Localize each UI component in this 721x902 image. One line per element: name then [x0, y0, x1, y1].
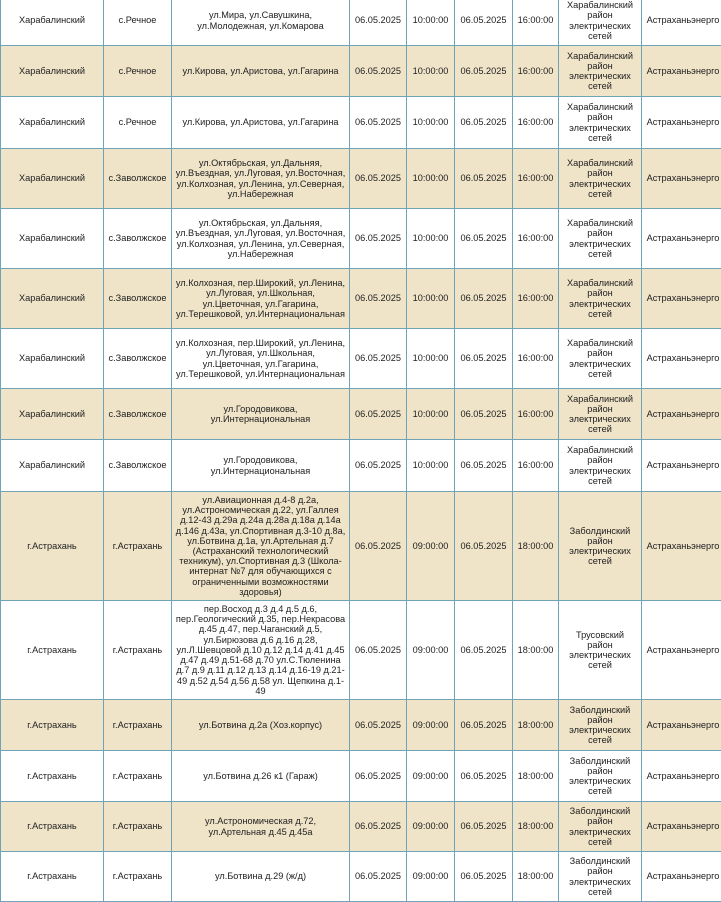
- streets-cell: ул.Кирова, ул.Аристова, ул.Гагарина: [172, 46, 350, 97]
- start-date-cell: 06.05.2025: [350, 209, 407, 269]
- start-date-cell: 06.05.2025: [350, 0, 407, 46]
- company-cell: Астраханьэнерго: [642, 97, 721, 149]
- streets-cell: ул.Октябрьская, ул.Дальняя, ул.Въездная, ул.Луговая, ул.Восточная, ул.Колхозная, ул.Ленина, ул.Северная, ул.Набережная: [172, 209, 350, 269]
- end-date-cell: 06.05.2025: [455, 440, 513, 492]
- end-time-cell: 16:00:00: [513, 389, 559, 440]
- end-time-cell: 16:00:00: [513, 0, 559, 46]
- table-row: [1, 751, 721, 802]
- end-date-cell: 06.05.2025: [455, 329, 513, 389]
- settlement-cell: с.Заволжское: [104, 269, 172, 329]
- end-date-cell: 06.05.2025: [455, 601, 513, 700]
- district-cell: г.Астрахань: [1, 751, 104, 802]
- table-body: [1, 0, 721, 902]
- start-time-cell: 09:00:00: [407, 751, 455, 802]
- table-row: [1, 329, 721, 389]
- start-date-cell: 06.05.2025: [350, 601, 407, 700]
- district-cell: Харабалинский: [1, 0, 104, 46]
- company-cell: Астраханьэнерго: [642, 46, 721, 97]
- settlement-cell: г.Астрахань: [104, 601, 172, 700]
- table-row: [1, 0, 721, 46]
- start-time-cell: 10:00:00: [407, 97, 455, 149]
- settlement-cell: с.Заволжское: [104, 149, 172, 209]
- network-cell: Харабалинский район электрических сетей: [559, 149, 642, 209]
- start-time-cell: 09:00:00: [407, 492, 455, 601]
- end-time-cell: 16:00:00: [513, 46, 559, 97]
- start-time-cell: 09:00:00: [407, 601, 455, 700]
- end-time-cell: 16:00:00: [513, 149, 559, 209]
- streets-cell: ул.Городовикова, ул.Интернациональная: [172, 389, 350, 440]
- district-cell: г.Астрахань: [1, 601, 104, 700]
- streets-cell: ул.Астрономическая д.72, ул.Артельная д.45 д.45а: [172, 802, 350, 852]
- end-date-cell: 06.05.2025: [455, 46, 513, 97]
- start-date-cell: 06.05.2025: [350, 440, 407, 492]
- settlement-cell: г.Астрахань: [104, 492, 172, 601]
- start-time-cell: 10:00:00: [407, 329, 455, 389]
- company-cell: Астраханьэнерго: [642, 601, 721, 700]
- start-date-cell: 06.05.2025: [350, 149, 407, 209]
- end-date-cell: 06.05.2025: [455, 389, 513, 440]
- district-cell: Харабалинский: [1, 149, 104, 209]
- start-time-cell: 10:00:00: [407, 269, 455, 329]
- network-cell: Харабалинский район электрических сетей: [559, 329, 642, 389]
- district-cell: г.Астрахань: [1, 700, 104, 751]
- district-cell: Харабалинский: [1, 97, 104, 149]
- start-time-cell: 10:00:00: [407, 440, 455, 492]
- end-time-cell: 18:00:00: [513, 601, 559, 700]
- streets-cell: ул.Городовикова, ул.Интернациональная: [172, 440, 350, 492]
- streets-cell: ул.Мира, ул.Савушкина, ул.Молодежная, ул.Комарова: [172, 0, 350, 46]
- end-date-cell: 06.05.2025: [455, 852, 513, 902]
- streets-cell: ул.Авиационная д.4-8 д.2а, ул.Астрономическая д.22, ул.Галлея д.12-43 д.29а д.24а д.28а д.18а д.14а д.146 д.43а, ул.Спортивная д.3-10 д.8а, ул.Ботвина д.1а, ул.Артельная д.7 (Астраханский технологический техникум), ул.Спортивная д.3 (Школа-интернат №7 для обучающихся с ограниченными возможностями здоровья): [172, 492, 350, 601]
- settlement-cell: г.Астрахань: [104, 852, 172, 902]
- company-cell: Астраханьэнерго: [642, 209, 721, 269]
- start-date-cell: 06.05.2025: [350, 492, 407, 601]
- table-row: [1, 852, 721, 902]
- district-cell: Харабалинский: [1, 389, 104, 440]
- network-cell: Заболдинский район электрических сетей: [559, 852, 642, 902]
- network-cell: Заболдинский район электрических сетей: [559, 751, 642, 802]
- settlement-cell: с.Речное: [104, 0, 172, 46]
- end-time-cell: 16:00:00: [513, 209, 559, 269]
- table-row: [1, 389, 721, 440]
- start-date-cell: 06.05.2025: [350, 802, 407, 852]
- company-cell: Астраханьэнерго: [642, 149, 721, 209]
- company-cell: Астраханьэнерго: [642, 389, 721, 440]
- district-cell: Харабалинский: [1, 209, 104, 269]
- end-time-cell: 18:00:00: [513, 802, 559, 852]
- streets-cell: ул.Колхозная, пер.Широкий, ул.Ленина, ул.Луговая, ул.Школьная, ул.Цветочная, ул.Гагарина, ул.Терешковой, ул.Интернациональная: [172, 269, 350, 329]
- start-date-cell: 06.05.2025: [350, 852, 407, 902]
- start-date-cell: 06.05.2025: [350, 269, 407, 329]
- network-cell: Харабалинский район электрических сетей: [559, 97, 642, 149]
- table-row: [1, 46, 721, 97]
- district-cell: г.Астрахань: [1, 852, 104, 902]
- network-cell: Харабалинский район электрических сетей: [559, 46, 642, 97]
- start-date-cell: 06.05.2025: [350, 700, 407, 751]
- end-time-cell: 18:00:00: [513, 852, 559, 902]
- settlement-cell: с.Речное: [104, 97, 172, 149]
- settlement-cell: с.Заволжское: [104, 329, 172, 389]
- network-cell: Трусовский район электрических сетей: [559, 601, 642, 700]
- settlement-cell: с.Заволжское: [104, 440, 172, 492]
- end-time-cell: 16:00:00: [513, 269, 559, 329]
- start-date-cell: 06.05.2025: [350, 389, 407, 440]
- settlement-cell: с.Речное: [104, 46, 172, 97]
- start-time-cell: 10:00:00: [407, 0, 455, 46]
- table-row: [1, 440, 721, 492]
- start-date-cell: 06.05.2025: [350, 751, 407, 802]
- company-cell: Астраханьэнерго: [642, 492, 721, 601]
- district-cell: г.Астрахань: [1, 802, 104, 852]
- district-cell: Харабалинский: [1, 329, 104, 389]
- table-row: [1, 97, 721, 149]
- streets-cell: ул.Ботвина д.29 (ж/д): [172, 852, 350, 902]
- company-cell: Астраханьэнерго: [642, 440, 721, 492]
- end-time-cell: 16:00:00: [513, 440, 559, 492]
- settlement-cell: с.Заволжское: [104, 389, 172, 440]
- end-date-cell: 06.05.2025: [455, 149, 513, 209]
- table-row: [1, 149, 721, 209]
- network-cell: Заболдинский район электрических сетей: [559, 700, 642, 751]
- end-date-cell: 06.05.2025: [455, 700, 513, 751]
- end-date-cell: 06.05.2025: [455, 751, 513, 802]
- streets-cell: ул.Октябрьская, ул.Дальняя, ул.Въездная, ул.Луговая, ул.Восточная, ул.Колхозная, ул.Ленина, ул.Северная, ул.Набережная: [172, 149, 350, 209]
- company-cell: Астраханьэнерго: [642, 852, 721, 902]
- streets-cell: пер.Восход д.3 д.4 д.5 д.6, пер.Геологический д.35, пер.Некрасова д.45 д.47, пер.Чаганский д.5, ул.Бирюзова д.6 д.16 д.28, ул.Л.Шевцовой д.10 д.12 д.14 д.41 д.45 д.47 д.49 д.51-68 д.70 ул.С.Тюленина д.7 д.9 д.11 д.12 д.13 д.14 д.16-19 д.21-49 д.52 д.54 д.56 д.58 ул. Щепкина д.1-49: [172, 601, 350, 700]
- end-time-cell: 16:00:00: [513, 329, 559, 389]
- district-cell: Харабалинский: [1, 440, 104, 492]
- start-time-cell: 10:00:00: [407, 149, 455, 209]
- network-cell: Харабалинский район электрических сетей: [559, 269, 642, 329]
- end-time-cell: 18:00:00: [513, 492, 559, 601]
- start-date-cell: 06.05.2025: [350, 97, 407, 149]
- end-date-cell: 06.05.2025: [455, 492, 513, 601]
- settlement-cell: с.Заволжское: [104, 209, 172, 269]
- end-time-cell: 18:00:00: [513, 751, 559, 802]
- company-cell: Астраханьэнерго: [642, 751, 721, 802]
- network-cell: Заболдинский район электрических сетей: [559, 492, 642, 601]
- end-date-cell: 06.05.2025: [455, 802, 513, 852]
- streets-cell: ул.Ботвина д.2а (Хоз.корпус): [172, 700, 350, 751]
- end-date-cell: 06.05.2025: [455, 97, 513, 149]
- district-cell: Харабалинский: [1, 269, 104, 329]
- table-row: [1, 269, 721, 329]
- start-date-cell: 06.05.2025: [350, 46, 407, 97]
- company-cell: Астраханьэнерго: [642, 802, 721, 852]
- company-cell: Астраханьэнерго: [642, 269, 721, 329]
- district-cell: Харабалинский: [1, 46, 104, 97]
- end-time-cell: 16:00:00: [513, 97, 559, 149]
- start-time-cell: 10:00:00: [407, 46, 455, 97]
- end-date-cell: 06.05.2025: [455, 0, 513, 46]
- table-row: [1, 802, 721, 852]
- network-cell: Харабалинский район электрических сетей: [559, 389, 642, 440]
- table-row: [1, 601, 721, 700]
- table-row: [1, 492, 721, 601]
- end-date-cell: 06.05.2025: [455, 209, 513, 269]
- settlement-cell: г.Астрахань: [104, 802, 172, 852]
- company-cell: Астраханьэнерго: [642, 329, 721, 389]
- start-time-cell: 10:00:00: [407, 209, 455, 269]
- district-cell: г.Астрахань: [1, 492, 104, 601]
- streets-cell: ул.Кирова, ул.Аристова, ул.Гагарина: [172, 97, 350, 149]
- start-time-cell: 09:00:00: [407, 700, 455, 751]
- start-time-cell: 09:00:00: [407, 802, 455, 852]
- table-row: [1, 209, 721, 269]
- settlement-cell: г.Астрахань: [104, 700, 172, 751]
- start-time-cell: 09:00:00: [407, 852, 455, 902]
- network-cell: Заболдинский район электрических сетей: [559, 802, 642, 852]
- table-row: [1, 700, 721, 751]
- settlement-cell: г.Астрахань: [104, 751, 172, 802]
- company-cell: Астраханьэнерго: [642, 700, 721, 751]
- network-cell: Харабалинский район электрических сетей: [559, 440, 642, 492]
- network-cell: Харабалинский район электрических сетей: [559, 209, 642, 269]
- start-date-cell: 06.05.2025: [350, 329, 407, 389]
- start-time-cell: 10:00:00: [407, 389, 455, 440]
- network-cell: Харабалинский район электрических сетей: [559, 0, 642, 46]
- end-time-cell: 18:00:00: [513, 700, 559, 751]
- streets-cell: ул.Ботвина д.26 к1 (Гараж): [172, 751, 350, 802]
- end-date-cell: 06.05.2025: [455, 269, 513, 329]
- streets-cell: ул.Колхозная, пер.Широкий, ул.Ленина, ул.Луговая, ул.Школьная, ул.Цветочная, ул.Гагарина, ул.Терешковой, ул.Интернациональная: [172, 329, 350, 389]
- company-cell: Астраханьэнерго: [642, 0, 721, 46]
